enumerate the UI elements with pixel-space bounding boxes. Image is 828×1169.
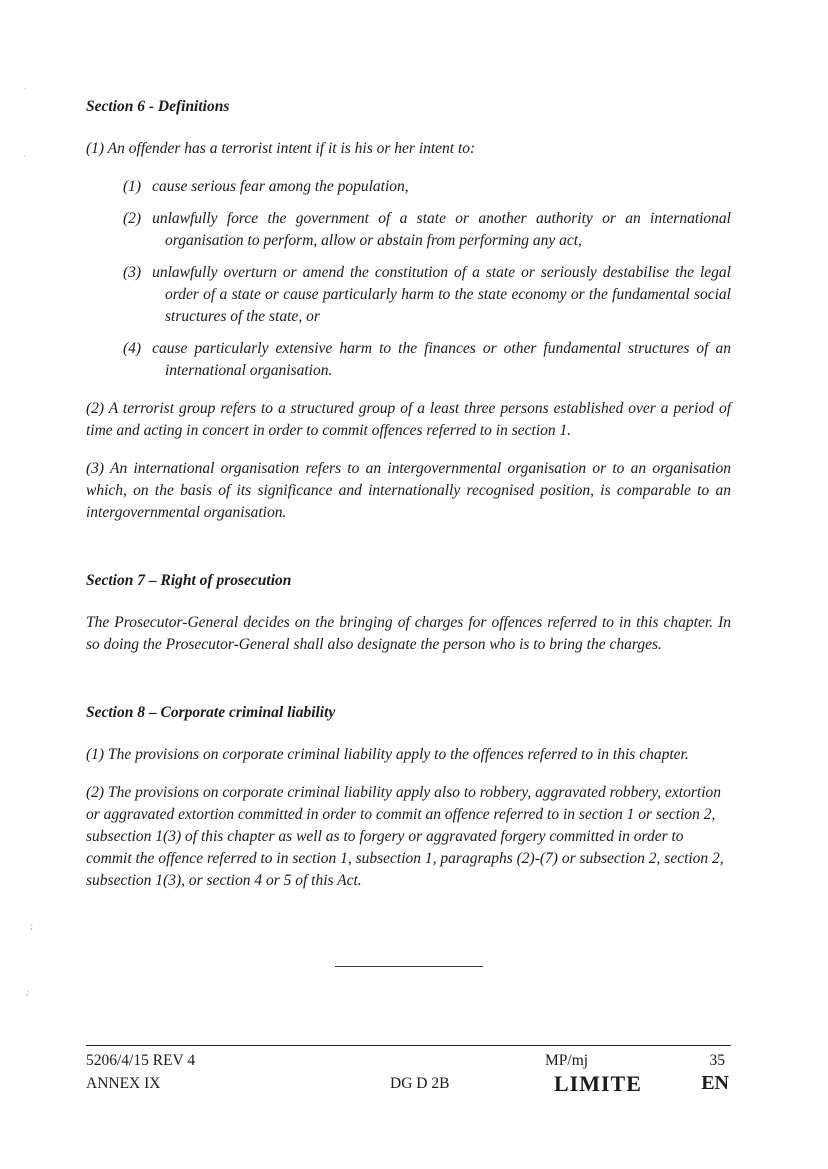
item-number: (4) (123, 340, 142, 357)
section-6-item-list (86, 176, 731, 382)
section-8-paragraph-1: (1) The provisions on corporate criminal liability apply to the offences referred to in this chapter. (86, 746, 689, 763)
page-number: 35 (709, 1052, 725, 1069)
document-reference: 5206/4/15 REV 4 (86, 1052, 196, 1069)
page-footer (86, 1045, 731, 1096)
end-of-text-divider (335, 966, 483, 967)
item-text: unlawfully overturn or amend the constitution of a state or seriously destabilise the legal order of a state or cause particularly harm to the state economy or the fundamental social structures of the state, or (152, 264, 731, 325)
section-6-paragraph-2: (2) A terrorist group refers to a structured group of a least three persons established over a period of time and acting in concert in order to commit offences referred to in section 1. (86, 400, 731, 439)
section-6-heading: Section 6 - Definitions (86, 98, 230, 115)
section-6-paragraph-3: (3) An international organisation refers to an intergovernmental organisation or to an organisation which, on the basis of its significance and internationally recognised position, is comparable to an intergovernmental organisation. (86, 460, 731, 521)
section-8-paragraph-2: (2) The provisions on corporate criminal liability apply also to robbery, aggravated robbery, extortion or aggravated extortion committed in order to commit an offence referred to in section 1 or section 2, subsection 1(3) of this chapter as well as to forgery or aggravated forgery committed in order to commit the offence referred to in section 1, subsection 1, paragraphs (2)-(7) or subsection 2, section 2, subsection 1(3), or section 4 or 5 of this Act. (86, 784, 724, 889)
directorate-label: DG D 2B (390, 1075, 450, 1092)
section-6-intro: (1) An offender has a terrorist intent if it is his or her intent to: (86, 140, 476, 157)
list-item (123, 176, 731, 198)
list-item (123, 208, 731, 252)
item-text: cause serious fear among the population, (152, 178, 409, 195)
document-body (86, 96, 731, 967)
item-number: (1) (123, 178, 142, 195)
margin-scan-mark: ; (30, 921, 33, 931)
margin-scan-mark: · (24, 84, 27, 94)
item-number: (3) (123, 264, 142, 281)
list-item (123, 338, 731, 382)
language-code: EN (701, 1072, 729, 1094)
margin-scan-mark: · (23, 151, 26, 161)
classification-marking: LIMITE (554, 1071, 642, 1096)
annex-label: ANNEX IX (86, 1075, 161, 1092)
item-number: (2) (123, 210, 142, 227)
item-text: cause particularly extensive harm to the finances or other fundamental structures of an international organisation. (152, 340, 731, 379)
item-text: unlawfully force the government of a state or another authority or an international organisation to perform, allow or abstain from performing any act, (152, 210, 731, 249)
list-item (123, 262, 731, 328)
section-7-heading: Section 7 – Right of prosecution (86, 572, 292, 589)
margin-scan-mark: ; (26, 987, 29, 997)
drafter-initials: MP/mj (545, 1052, 589, 1069)
section-7-paragraph-1: The Prosecutor-General decides on the bringing of charges for offences referred to in this chapter. In so doing the Prosecutor-General shall also designate the person who is to bring the charges. (86, 614, 731, 653)
section-8-heading: Section 8 – Corporate criminal liability (86, 704, 336, 721)
